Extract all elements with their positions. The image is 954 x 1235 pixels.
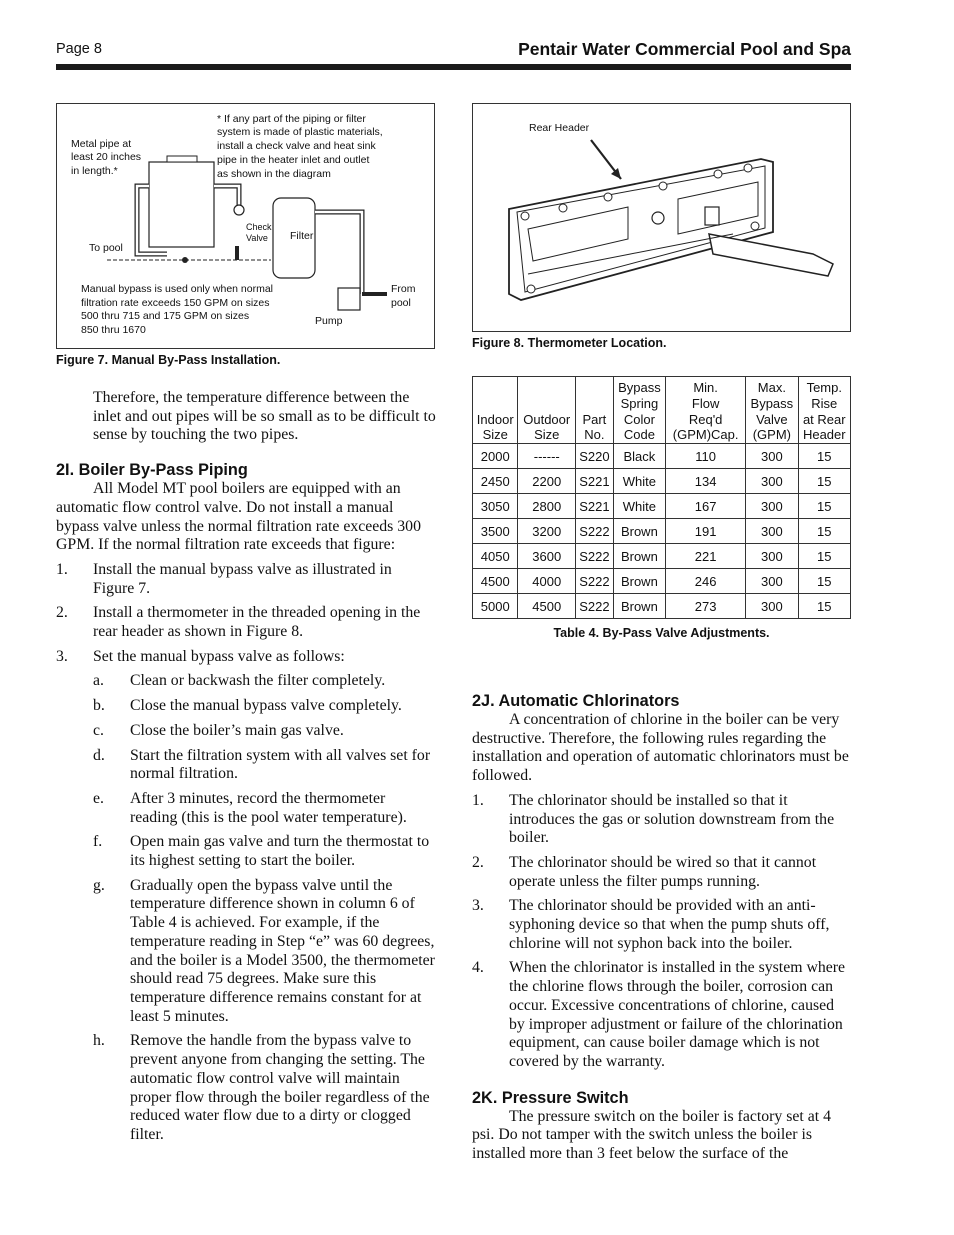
- figure-8-caption: Figure 8. Thermometer Location.: [472, 336, 667, 350]
- para-temperature-difference: Therefore, the temperature difference between the inlet and out pipes will be so small as to be difficult to sense by touching the two pipes.: [93, 389, 436, 444]
- list-item: 4. When the chlorinator is installed in the system where the chlorine flows through the boiler, corrosion can occur. Excessive concentrations of chlorine, caused by improper adjustment or failure of the chlorination equipment, can cause boiler damage which is not covered by the warranty.: [472, 959, 846, 1070]
- fig7-pool: pool: [391, 297, 411, 309]
- fig7-bypass-line4: 850 thru 1670: [81, 324, 146, 336]
- fig7-from: From: [391, 283, 416, 295]
- sub-list-item: e. After 3 minutes, record the thermometer reading (this is the pool water temperature).: [93, 789, 407, 826]
- sub-list-item: a. Clean or backwash the filter completely.: [93, 672, 386, 690]
- table-row: 5000 4500 S222 Brown 273 300 15: [473, 594, 851, 619]
- para-2i-intro: All Model MT pool boilers are equipped with an automatic flow control valve. Do not install a manual bypass valve unless the normal filtration rate exceeds 300 GPM. If the normal filtration rate exceeds that figure:: [56, 480, 421, 554]
- fig7-filter: Filter: [290, 230, 314, 242]
- figure-7-caption: Figure 7. Manual By-Pass Installation.: [56, 353, 281, 367]
- list-item: 1. The chlorinator should be installed so that it introduces the gas or solution downstream from the boiler.: [472, 791, 835, 847]
- left-column: [56, 389, 436, 1145]
- fig7-note-line3: install a check valve and heat sink: [217, 140, 376, 152]
- heater-shape: [149, 162, 214, 247]
- list-item: 2. Install a thermometer in the threaded opening in the rear header as shown in Figure 8.: [56, 604, 421, 641]
- sub-list-item: d. Start the filtration system with all valves set for normal filtration.: [93, 746, 431, 783]
- col-header-outdoor-size: Outdoor Size: [518, 377, 576, 444]
- table-row: 4500 4000 S222 Brown 246 300 15: [473, 569, 851, 594]
- col-header-min-flow: Min. Flow Req'd (GPM)Cap.: [666, 377, 746, 444]
- fig7-metal-line1: Metal pipe at: [71, 138, 132, 150]
- col-header-temp-rise: Temp. Rise at Rear Header: [798, 377, 850, 444]
- table-row: 2450 2200 S221 White 134 300 15: [473, 469, 851, 494]
- col-header-part-no: Part No.: [576, 377, 614, 444]
- fig8-rear-header: Rear Header: [529, 122, 590, 134]
- col-header-indoor-size: Indoor Size: [473, 377, 518, 444]
- heading-2j: 2J. Automatic Chlorinators: [472, 692, 680, 710]
- para-2k-intro: The pressure switch on the boiler is factory set at 4 psi. Do not tamper with the switch unless the boiler is installed more than 3 feet below the surface of the: [472, 1107, 831, 1163]
- table-row: 4050 3600 S222 Brown 221 300 15: [473, 544, 851, 569]
- table-header-row: [473, 377, 851, 444]
- list-item: 3. The chlorinator should be provided with an anti-syphoning device so that when the pump shuts off, chlorine will not syphon back into the boiler.: [472, 897, 830, 952]
- fig7-pump: Pump: [315, 315, 343, 327]
- sub-list-item: h. Remove the handle from the bypass valve to prevent anyone from changing the setting. The automatic flow control valve will maintain proper flow through the boiler regardless of the reduced water flow due to a dirty or clogged filter.: [93, 1032, 430, 1143]
- fig7-valve: Valve: [246, 233, 268, 243]
- fig7-check: Check: [246, 222, 272, 232]
- pump-shape: [338, 288, 360, 310]
- table-row: 3050 2800 S221 White 167 300 15: [473, 494, 851, 519]
- table-row: 2000 ------ S220 Black 110 300 15: [473, 444, 851, 469]
- fig7-bypass-line3: 500 thru 715 and 175 GPM on sizes: [81, 310, 250, 322]
- list-item: 3. Set the manual bypass valve as follows:: [56, 647, 345, 665]
- heading-2i: 2I. Boiler By-Pass Piping: [56, 461, 248, 480]
- col-header-max-bypass: Max. Bypass Valve (GPM): [746, 377, 798, 444]
- bypass-piping-diagram: [57, 104, 434, 348]
- document-title: Pentair Water Commercial Pool and Spa: [518, 39, 851, 59]
- table-row: 3500 3200 S222 Brown 191 300 15: [473, 519, 851, 544]
- fig7-bypass-line2: filtration rate exceeds 150 GPM on sizes: [81, 297, 270, 309]
- right-column: [472, 691, 852, 1164]
- sub-list-item: c. Close the boiler’s main gas valve.: [93, 721, 344, 739]
- header-rule: [56, 64, 851, 70]
- thermometer-port-icon: [705, 207, 719, 225]
- col-header-spring-color: Bypass Spring Color Code: [613, 377, 665, 444]
- fig7-to-pool: To pool: [89, 242, 123, 254]
- fig7-note-line4: pipe in the heater inlet and outlet: [217, 154, 370, 166]
- fig7-note-line5: as shown in the diagram: [217, 168, 331, 180]
- sub-list-item: b. Close the manual bypass valve completely.: [93, 697, 402, 715]
- rear-header-drawing: [473, 104, 850, 331]
- sub-list-item: f. Open main gas valve and turn the thermostat to its highest setting to start the boiler.: [93, 833, 430, 870]
- check-valve-icon: [234, 205, 244, 215]
- figure-8-diagram: [472, 103, 851, 332]
- fig7-bypass-line1: Manual bypass is used only when normal: [81, 283, 274, 295]
- table-4-caption: Table 4. By-Pass Valve Adjustments.: [553, 626, 770, 640]
- fig7-note-line1: * If any part of the piping or filter: [217, 113, 366, 125]
- bypass-valve-table: [472, 376, 851, 619]
- fig7-metal-line3: in length.*: [71, 165, 118, 177]
- fig7-note-line2: system is made of plastic materials,: [217, 126, 383, 138]
- page-number: Page 8: [56, 41, 102, 57]
- list-item: 2. The chlorinator should be wired so that it cannot operate unless the filter pumps running.: [472, 853, 817, 890]
- figure-7-diagram: [56, 103, 435, 349]
- para-2j-intro: A concentration of chlorine in the boiler can be very destructive. Therefore, the following rules regarding the installation and operation of automatic chlorinators must be followed.: [472, 711, 849, 785]
- fig7-metal-line2: least 20 inches: [71, 151, 142, 163]
- sub-list-item: g. Gradually open the bypass valve until the temperature difference shown in column 6 of Table 4 is achieved. For example, if the temperature reading in Step “e” was 60 degrees, and the boiler is a Model 3500, the thermometer should read 75 degrees. Make sure this temperature difference remains constant for at least 5 minutes.: [93, 876, 435, 1025]
- heading-2k: 2K. Pressure Switch: [472, 1088, 629, 1107]
- list-item: 1. Install the manual bypass valve as illustrated in Figure 7.: [56, 560, 392, 597]
